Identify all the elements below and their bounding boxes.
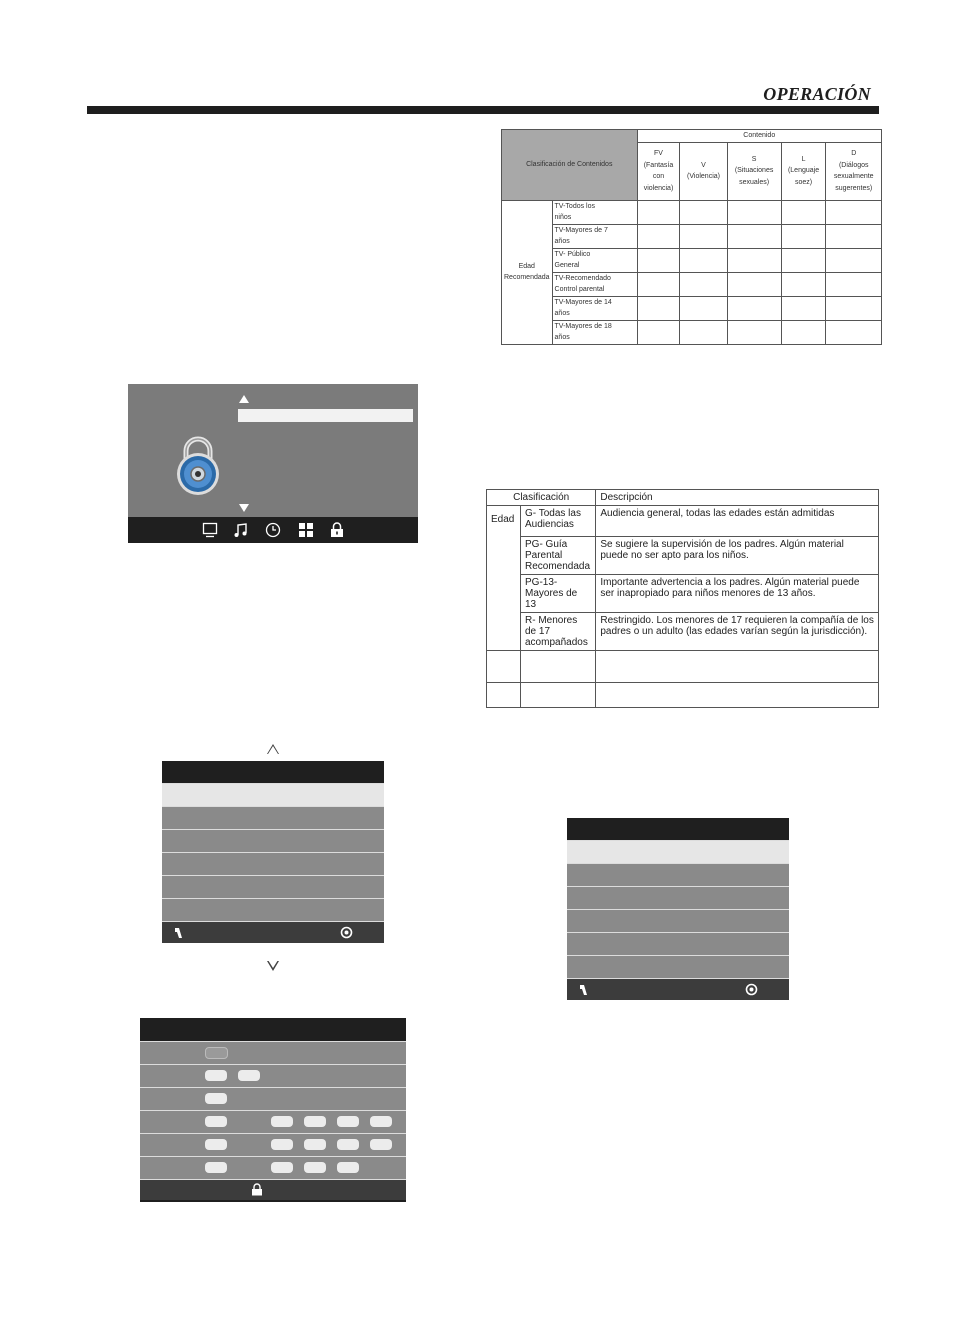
menu-header: [162, 761, 384, 783]
toggle-pill[interactable]: [271, 1162, 293, 1173]
empty-cell: [781, 200, 826, 224]
empty-cell: [521, 683, 596, 708]
content-column-header: V (Violencia): [680, 142, 727, 200]
rating-label-cell: TV-Todos los niños: [552, 200, 637, 224]
menu-row[interactable]: [567, 955, 789, 978]
block-row: [140, 1110, 406, 1133]
rating-label-cell: TV-Recomendado Control parental: [552, 272, 637, 296]
clock-icon[interactable]: [265, 522, 281, 538]
rating-list-menu: [567, 818, 789, 1000]
toggle-pill[interactable]: [205, 1070, 227, 1081]
rating-cell: R- Menores de 17 acompañados: [521, 613, 596, 651]
lock-icon[interactable]: [251, 1183, 263, 1196]
scroll-up-icon[interactable]: [267, 744, 279, 754]
empty-cell: [596, 683, 879, 708]
table-row: [502, 248, 882, 272]
empty-cell: [637, 200, 680, 224]
content-rating-table: [501, 129, 882, 345]
empty-cell: [727, 224, 781, 248]
toggle-pill[interactable]: [337, 1116, 359, 1127]
menu-row[interactable]: [162, 806, 384, 829]
padlock-icon: [172, 436, 224, 496]
empty-cell: [487, 683, 521, 708]
empty-cell: [826, 272, 882, 296]
block-row: [140, 1041, 406, 1064]
menu-row[interactable]: [162, 875, 384, 898]
empty-cell: [781, 224, 826, 248]
description-cell: Audiencia general, todas las edades están admitidas: [596, 506, 879, 537]
page-heading: OPERACIÓN: [763, 84, 871, 104]
block-row: [140, 1087, 406, 1110]
toggle-pill[interactable]: [304, 1162, 326, 1173]
block-row: [140, 1064, 406, 1087]
block-row: [140, 1156, 406, 1179]
lock-menu-panel: [128, 384, 418, 543]
back-icon[interactable]: [174, 927, 184, 939]
toggle-pill[interactable]: [205, 1093, 227, 1104]
empty-cell: [637, 296, 680, 320]
rating-cell: PG- Guía Parental Recomendada: [521, 537, 596, 575]
rating-label-cell: TV- Público General: [552, 248, 637, 272]
empty-cell: [637, 224, 680, 248]
rating-label-cell: TV-Mayores de 14 años: [552, 296, 637, 320]
lock-menu-toolbar: [128, 517, 418, 543]
menu-row[interactable]: [162, 898, 384, 921]
empty-cell: [826, 200, 882, 224]
menu-header: [567, 818, 789, 840]
menu-footer: [140, 1179, 406, 1200]
table-row: [502, 296, 882, 320]
content-header: Contenido: [637, 130, 881, 143]
grid-icon[interactable]: [298, 522, 314, 538]
menu-row[interactable]: [567, 932, 789, 955]
empty-cell: [826, 320, 882, 344]
toggle-pill[interactable]: [370, 1139, 392, 1150]
menu-row[interactable]: [162, 829, 384, 852]
parental-list-menu: [162, 761, 384, 943]
description-cell: Importante advertencia a los padres. Algún material puede ser inapropiado para niños menores de 13 años.: [596, 575, 879, 613]
empty-cell: [826, 248, 882, 272]
empty-cell: [781, 272, 826, 296]
heading-rule: [87, 106, 879, 114]
menu-header: [140, 1018, 406, 1041]
empty-cell: [680, 224, 727, 248]
table-row: [502, 320, 882, 344]
toggle-pill[interactable]: [337, 1139, 359, 1150]
empty-cell: [727, 272, 781, 296]
scroll-up-icon[interactable]: [239, 395, 249, 403]
toggle-pill[interactable]: [337, 1162, 359, 1173]
rating-block-menu: [140, 1018, 406, 1202]
age-group-label: Edad: [487, 506, 521, 651]
toggle-pill[interactable]: [271, 1139, 293, 1150]
empty-cell: [680, 296, 727, 320]
selected-menu-row[interactable]: [238, 409, 413, 422]
table-row: [502, 200, 882, 224]
rating-label-cell: TV-Mayores de 18 años: [552, 320, 637, 344]
empty-cell: [727, 200, 781, 224]
toggle-pill[interactable]: [205, 1047, 228, 1059]
description-cell: Restringido. Los menores de 17 requieren la compañía de los padres o un adulto (las edades varían según la jurisdicción).: [596, 613, 879, 651]
empty-cell: [521, 651, 596, 683]
age-group-label: Edad Recomendada: [502, 200, 553, 344]
toggle-pill[interactable]: [205, 1139, 227, 1150]
col-header-rating: Clasificación: [487, 490, 596, 506]
toggle-pill[interactable]: [205, 1162, 227, 1173]
empty-cell: [826, 224, 882, 248]
empty-cell: [637, 320, 680, 344]
table-row: [502, 224, 882, 248]
empty-cell: [727, 320, 781, 344]
back-icon[interactable]: [579, 984, 589, 996]
description-cell: Se sugiere la supervisión de los padres. Algún material puede no ser apto para los niños.: [596, 537, 879, 575]
movie-rating-table: [486, 489, 879, 708]
empty-cell: [680, 200, 727, 224]
block-row: [140, 1133, 406, 1156]
toggle-pill[interactable]: [205, 1116, 227, 1127]
ok-icon[interactable]: [340, 926, 353, 939]
menu-row[interactable]: [567, 909, 789, 932]
toggle-pill[interactable]: [304, 1116, 326, 1127]
empty-cell: [826, 296, 882, 320]
empty-cell: [637, 272, 680, 296]
table-corner-label: Clasificación de Contenidos: [502, 130, 638, 201]
rating-label-cell: TV-Mayores de 7 años: [552, 224, 637, 248]
lock-icon[interactable]: [330, 522, 344, 538]
menu-row[interactable]: [567, 863, 789, 886]
empty-cell: [487, 651, 521, 683]
toggle-pill[interactable]: [271, 1116, 293, 1127]
toggle-pill[interactable]: [238, 1070, 260, 1081]
tv-icon[interactable]: [202, 522, 218, 538]
ok-icon[interactable]: [745, 983, 758, 996]
rating-cell: G- Todas las Audiencias: [521, 506, 596, 537]
empty-cell: [596, 651, 879, 683]
rating-cell: PG-13- Mayores de 13: [521, 575, 596, 613]
music-icon[interactable]: [233, 522, 249, 538]
menu-footer: [162, 921, 384, 943]
col-header-description: Descripción: [596, 490, 879, 506]
content-column-header: D (Diálogos sexualmente sugerentes): [826, 142, 882, 200]
empty-cell: [637, 248, 680, 272]
scroll-down-icon[interactable]: [267, 961, 279, 971]
empty-cell: [781, 296, 826, 320]
content-column-header: FV (Fantasía con violencia): [637, 142, 680, 200]
content-column-header: S (Situaciones sexuales): [727, 142, 781, 200]
empty-cell: [727, 248, 781, 272]
empty-cell: [680, 248, 727, 272]
toggle-pill[interactable]: [304, 1139, 326, 1150]
toggle-pill[interactable]: [370, 1116, 392, 1127]
menu-row-selected[interactable]: [162, 783, 384, 806]
menu-row[interactable]: [567, 886, 789, 909]
empty-cell: [781, 320, 826, 344]
menu-row-selected[interactable]: [567, 840, 789, 863]
empty-cell: [680, 320, 727, 344]
empty-cell: [680, 272, 727, 296]
menu-row[interactable]: [162, 852, 384, 875]
content-column-header: L (Lenguaje soez): [781, 142, 826, 200]
empty-cell: [781, 248, 826, 272]
menu-footer: [567, 978, 789, 1000]
scroll-down-icon[interactable]: [239, 504, 249, 512]
empty-cell: [727, 296, 781, 320]
table-row: [502, 272, 882, 296]
